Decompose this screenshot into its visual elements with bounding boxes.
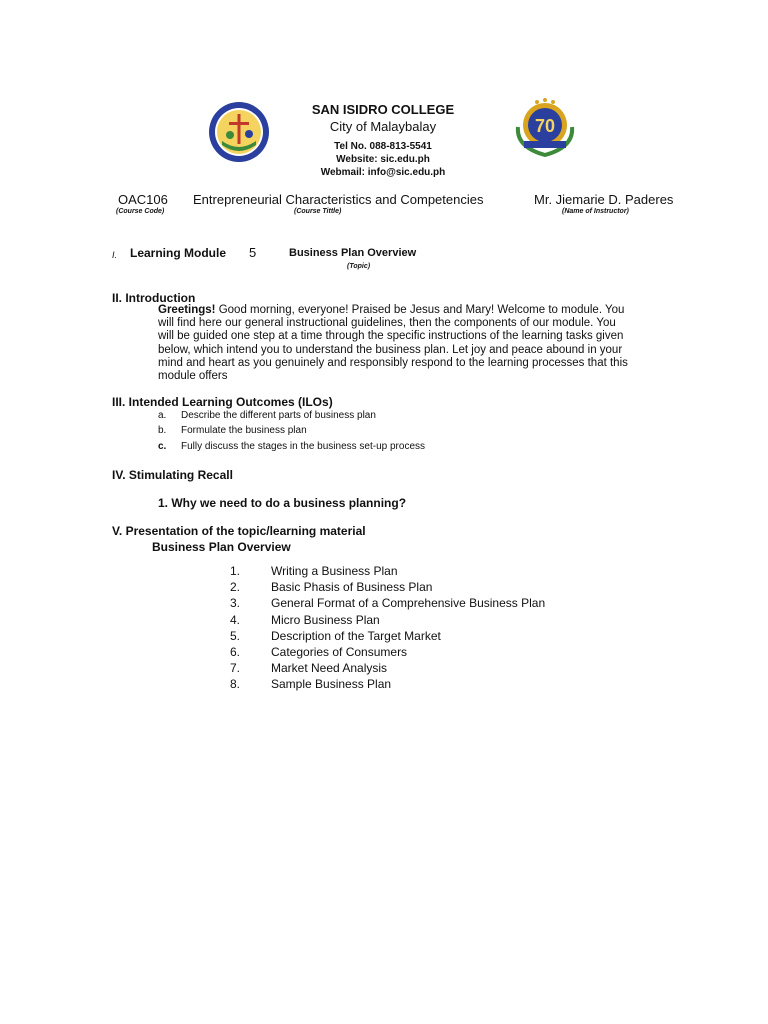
topic-list-number: 3. (230, 596, 241, 610)
website-link[interactable]: Website: sic.edu.ph (336, 154, 430, 165)
ilo-item: Describe the different parts of business plan (181, 410, 376, 421)
topic-list-item: Basic Phasis of Business Plan (271, 580, 433, 594)
topic-list-number: 6. (230, 645, 241, 659)
ilo-item: Formulate the business plan (181, 425, 307, 436)
topic-list-item: Market Need Analysis (271, 661, 388, 675)
topic-list-item: Sample Business Plan (271, 677, 392, 691)
intro-line: Good morning, everyone! Praised be Jesus and Mary! Welcome to module. You (215, 304, 625, 316)
intro-line: mind and heart as you genuinely and responsibly respond to the learning processes that this (158, 356, 628, 369)
course-code-caption: (Course Code) (116, 208, 165, 215)
instructor-name: Mr. Jiemarie D. Paderes (534, 192, 674, 207)
instructor-caption: (Name of Instructor) (562, 208, 629, 215)
college-city: City of Malaybalay (329, 119, 437, 134)
telephone-number: Tel No. 088-813-5541 (334, 141, 432, 152)
intro-line: will be guided one step at a time through the specific instructions of the learning tasks given (158, 330, 624, 343)
module-label: Learning Module (130, 246, 226, 260)
topic-list-item: General Format of a Comprehensive Business Plan (271, 596, 546, 610)
module-numeral: I. (112, 250, 118, 260)
module-number: 5 (249, 245, 257, 260)
ilo-item: Fully discuss the stages in the business set-up process (181, 441, 426, 452)
course-code: OAC106 (118, 192, 168, 207)
topic-list-number: 2. (230, 580, 241, 594)
topic-list-item: Description of the Target Market (271, 629, 441, 643)
ilo-marker: b. (158, 425, 167, 436)
intro-line: below, which intend you to understand the business plan. Let joy and peace abound in your (158, 343, 623, 356)
webmail-address[interactable]: Webmail: info@sic.edu.ph (320, 167, 446, 178)
course-title: Entrepreneurial Characteristics and Competencies (193, 192, 484, 207)
topic-list-item: Micro Business Plan (271, 613, 380, 627)
topic-list-number: 1. (230, 564, 241, 578)
ilo-marker: c. (158, 441, 167, 452)
course-title-caption: (Course Tittle) (294, 208, 342, 215)
introduction-paragraph (158, 304, 683, 383)
greeting-word: Greetings! (158, 304, 216, 316)
presentation-heading: V. Presentation of the topic/learning material (112, 524, 366, 538)
topic-list-number: 7. (230, 661, 241, 675)
topic-list-number: 5. (230, 629, 241, 643)
recall-heading: IV. Stimulating Recall (112, 468, 233, 482)
ilo-marker: a. (158, 410, 167, 421)
ilos-heading: III. Intended Learning Outcomes (ILOs) (112, 395, 333, 409)
topic-caption: (Topic) (347, 263, 371, 270)
svg-text:70: 70 (534, 116, 556, 136)
topic-list-item: Writing a Business Plan (271, 564, 398, 578)
introduction-heading: II. Introduction (112, 291, 196, 305)
anniversary-70-badge-icon (510, 97, 580, 159)
college-name: SAN ISIDRO COLLEGE (311, 102, 455, 117)
topic-list-item: Categories of Consumers (271, 645, 408, 659)
presentation-subheading: Business Plan Overview (152, 540, 291, 554)
topic-list-number: 8. (230, 677, 241, 691)
intro-line: module offers (158, 370, 228, 383)
intro-line: will find here our general instructional guidelines, then the components of our module. You (158, 317, 616, 330)
module-topic: Business Plan Overview (289, 247, 417, 259)
recall-question: 1. Why we need to do a business planning? (158, 496, 407, 510)
topic-list-number: 4. (230, 613, 241, 627)
college-seal-icon (208, 101, 270, 163)
